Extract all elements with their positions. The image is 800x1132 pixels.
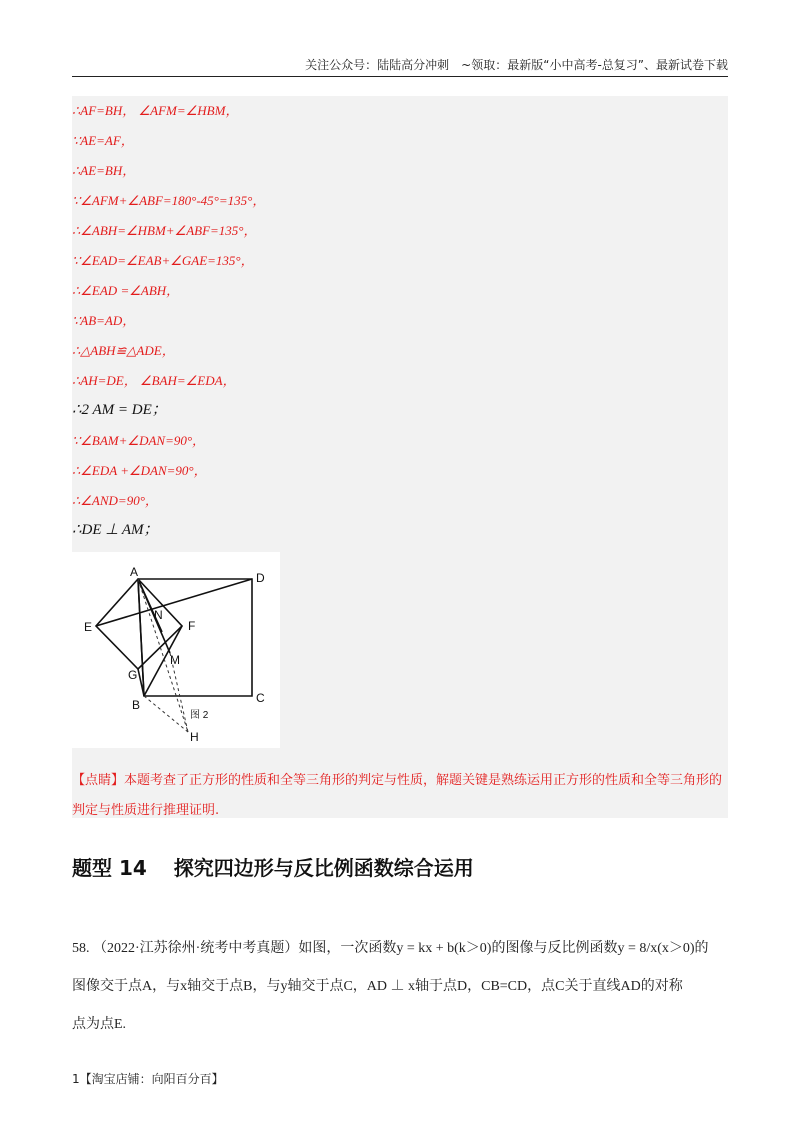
label-b: B	[132, 698, 141, 712]
line-ab	[138, 579, 144, 696]
solution-line: ∴DE ⊥ AM；	[72, 522, 159, 538]
problem-number: 58.	[72, 941, 90, 956]
section-title: 题型 14 探究四边形与反比例函数综合运用	[72, 856, 474, 880]
solution-block	[72, 96, 728, 818]
solution-line: ∴∠EAD =∠ABH，	[72, 283, 180, 298]
geometry-svg	[72, 552, 280, 748]
problem-text-2: 图像交于点A，与x轴交于点B，与y轴交于点C，AD ⊥ x轴于点D，CB=CD，点C关于直线AD的对称	[72, 979, 683, 994]
solution-line: ∵∠EAD=∠EAB+∠GAE=135°，	[72, 253, 254, 268]
problem-text-3: 点为点E.	[72, 1017, 127, 1032]
solution-line: ∴△ABH≌△ADE，	[72, 343, 175, 358]
label-m: M	[170, 653, 180, 667]
label-g: G	[128, 668, 138, 682]
solution-line: ∴2 AM = DE；	[72, 402, 167, 418]
label-e: E	[84, 620, 93, 634]
problem-58	[72, 930, 728, 1044]
problem-line-1	[72, 930, 728, 968]
label-d: D	[256, 571, 265, 585]
page-header: 关注公众号：陆陆高分冲刺 ~领取：最新版“小中高考-总复习”、最新试卷下载	[305, 58, 728, 72]
label-f: F	[188, 619, 196, 633]
label-n: N	[154, 608, 163, 622]
line-ah-dashed	[138, 579, 188, 732]
line-an	[138, 579, 162, 632]
label-a: A	[130, 565, 139, 579]
figure-caption: 图 2	[190, 710, 209, 721]
solution-line: ∴∠AND=90°，	[72, 493, 158, 508]
label-h: H	[190, 730, 199, 744]
problem-text-1: 如图，一次函数y = kx + b(k＞0)的图像与反比例函数y = 8/x(x＞0)的	[298, 941, 709, 956]
line-ed	[96, 579, 252, 626]
solution-line: ∴AE=BH，	[72, 163, 136, 178]
solution-line: ∵∠AFM+∠ABF=180°-45°=135°，	[72, 193, 266, 208]
solution-line: ∴AF=BH， ∠AFM=∠HBM，	[72, 103, 239, 118]
solution-line: ∴∠EDA +∠DAN=90°，	[72, 463, 207, 478]
label-c: C	[256, 691, 265, 705]
solution-line: ∵AB=AD，	[72, 313, 136, 328]
solution-line: ∴∠ABH=∠HBM+∠ABF=135°，	[72, 223, 257, 238]
problem-source: （2022·江苏徐州·统考中考真题）	[93, 941, 299, 956]
page-footer: 1【淘宝店铺：向阳百分百】	[72, 1072, 224, 1086]
solution-line: ∵∠BAM+∠DAN=90°，	[72, 433, 206, 448]
solution-line: ∵AE=AF，	[72, 133, 134, 148]
solution-line: ∴AH=DE， ∠BAH=∠EDA，	[72, 373, 236, 388]
geometry-figure	[72, 552, 280, 748]
header-rule	[72, 76, 728, 77]
key-point-note: 【点睛】本题考查了正方形的性质和全等三角形的判定与性质，解题关键是熟练运用正方形的性质和全等三角形的判定与性质进行推理证明.	[72, 773, 723, 818]
